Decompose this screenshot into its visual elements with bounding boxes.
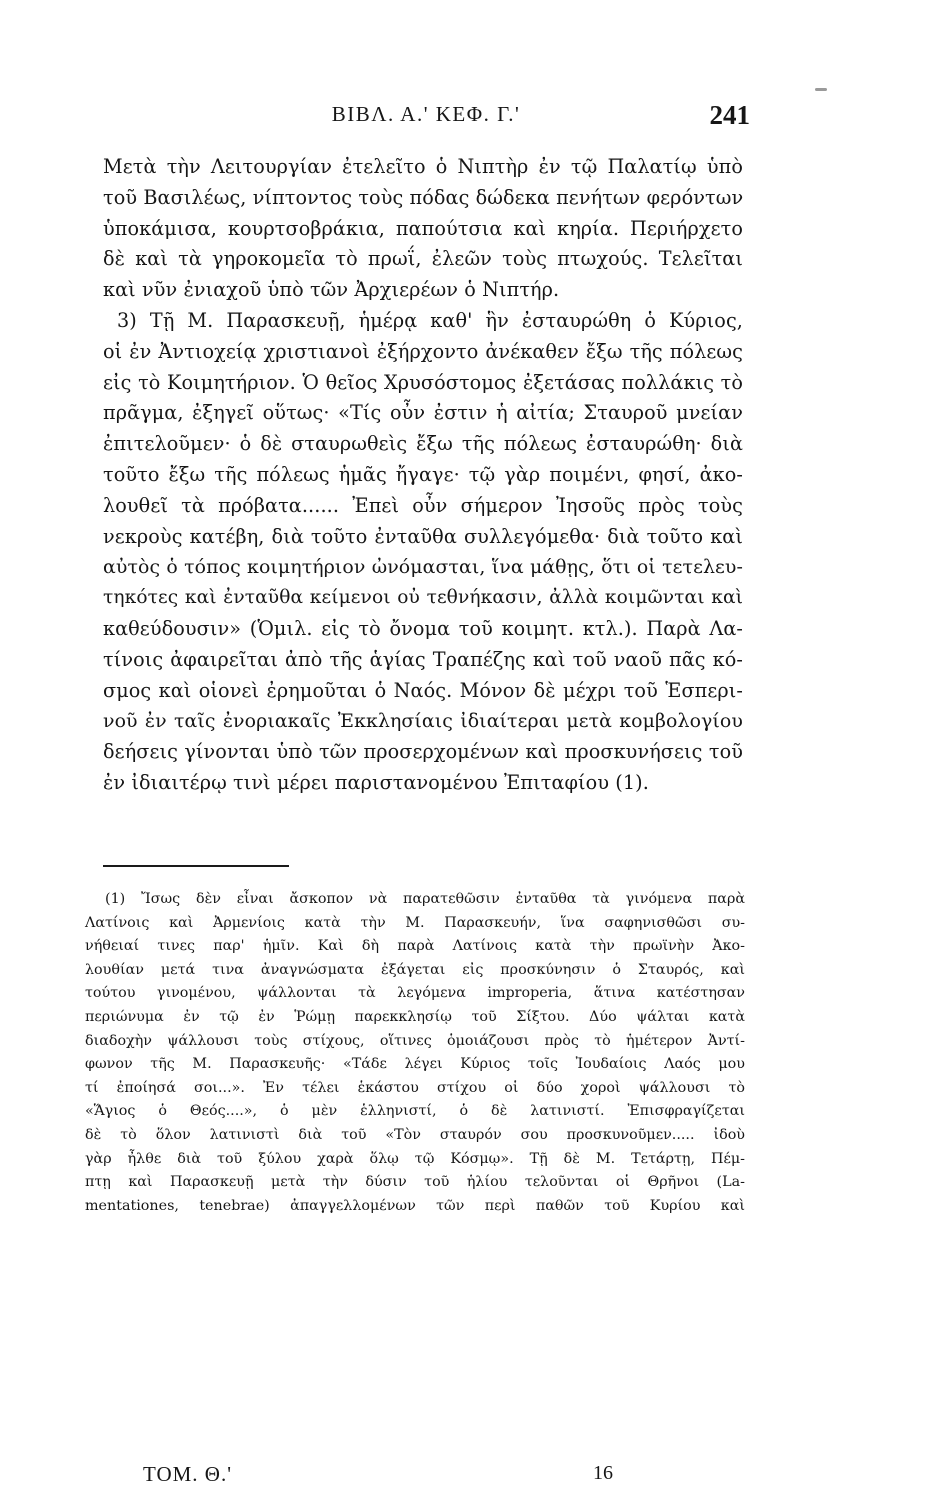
text-line: αὐτὸς ὁ τόπος κοιμητήριον ὠνόμασται, ἵνα μάθῃς, ὅτι οἱ τετελευ- <box>103 556 743 579</box>
text-line: νοῦ ἐν ταῖς ἐνοριακαῖς Ἐκκλησίαις ἰδιαίτεραι μετὰ κομβολογίου <box>103 710 743 733</box>
footnote-line: φωνον τῆς Μ. Παρασκευῆς· «Τάδε λέγει Κύριος τοῖς Ἰουδαίοις Λαός μου <box>85 1056 745 1073</box>
page-number: 241 <box>709 100 750 130</box>
footnote-line: τί ἐποίησά σοι...». Ἐν τέλει ἑκάστου στίχου οἱ δύο χοροὶ ψάλλουσι τὸ <box>85 1079 745 1096</box>
footnote-line: δὲ τὸ ὅλον λατινιστὶ διὰ τοῦ «Τὸν σταυρόν σου προσκυνοῦμεν..... ἰδοὺ <box>85 1126 745 1143</box>
text-line: δὲ καὶ τὰ γηροκομεῖα τὸ πρωΐ, ἐλεῶν τοὺς πτωχούς. Τελεῖται <box>103 247 743 271</box>
footnote-line: Λατίνοις καὶ Ἀρμενίοις κατὰ τὴν Μ. Παρασκευήν, ἵνα σαφηνισθῶσι συ- <box>85 914 745 931</box>
text-line: τηκότες καὶ ἐνταῦθα κείμενοι οὐ τεθνήκασιν, ἀλλὰ κοιμῶνται καὶ <box>103 587 743 609</box>
text-line: σμος καὶ οἱονεὶ ἐρημοῦται ὁ Ναός. Μόνον δὲ μέχρι τοῦ Ἑσπερι- <box>103 678 743 702</box>
text-line: τοῦτο ἔξω τῆς πόλεως ἡμᾶς ἤγαγε· τῷ γὰρ ποιμένι, φησί, ἀκο- <box>103 462 743 486</box>
running-head <box>108 100 750 140</box>
text-line: δεήσεις γίνονται ὑπὸ τῶν προσερχομένων καὶ προσκυνήσεις τοῦ <box>103 740 743 764</box>
footnote-line: διαδοχὴν ψάλλουσι τοὺς στίχους, οἵτινες ὁμοιάζουσι πρὸς τὸ ἡμέτερον Ἀντί- <box>85 1032 745 1049</box>
footnote-rule <box>103 865 289 867</box>
footnote-line: περιώνυμα ἐν τῷ ἐν Ῥώμῃ παρεκκλησίῳ τοῦ Σίξτου. Δύο ψάλται κατὰ <box>85 1008 745 1025</box>
footnote-line: πτῃ καὶ Παρασκευῇ μετὰ τὴν δύσιν τοῦ ἡλίου τελοῦνται οἱ Θρῆνοι (La- <box>85 1174 745 1191</box>
text-line: οἱ ἐν Ἀντιοχείᾳ χριστιανοὶ ἐξήρχοντο ἀνέκαθεν ἔξω τῆς πόλεως <box>103 339 743 363</box>
footnote <box>85 888 745 1218</box>
text-line: ἐν ἰδιαιτέρῳ τινὶ μέρει παριστανομένου Ἐπιταφίου (1). <box>103 770 649 794</box>
text-line: καὶ νῦν ἐνιαχοῦ ὑπὸ τῶν Ἀρχιερέων ὁ Νιπτήρ. <box>103 278 560 302</box>
footnote-line: (1) Ἴσως δὲν εἶναι ἄσκοπον νὰ παρατεθῶσιν ἐνταῦθα τὰ γινόμενα παρὰ <box>105 891 745 907</box>
text-line: ὑποκάμισα, κουρτσοβράκια, παπούτσια καὶ κηρία. Περιήρχετο <box>103 216 743 240</box>
running-title: ΒΙΒΛ. Α.' ΚΕΦ. Γ.' <box>331 102 521 126</box>
footnote-line: mentationes, tenebrae) ἀπαγγελλομένων τῶν περὶ παθῶν τοῦ Κυρίου καὶ <box>85 1197 745 1214</box>
footnote-line: «Ἅγιος ὁ Θεός....», ὁ μὲν ἑλληνιστί, ὁ δὲ λατινιστί. Ἐπισφραγίζεται <box>85 1103 745 1120</box>
text-line: λουθεῖ τὰ πρόβατα...... Ἐπεὶ οὖν σήμερον Ἰησοῦς πρὸς τοὺς <box>103 493 743 517</box>
text-line: τοῦ Βασιλέως, νίπτοντος τοὺς πόδας δώδεκα πενήτων φερόντων <box>103 185 744 209</box>
text-line: εἰς τὸ Κοιμητήριον. Ὁ θεῖος Χρυσόστομος ἐξετάσας πολλάκις τὸ <box>103 370 743 394</box>
text-line: τίνοις ἀφαιρεῖται ἀπὸ τῆς ἁγίας Τραπέζης καὶ τοῦ ναοῦ πᾶς κό- <box>103 647 743 671</box>
text-line: Μετὰ τὴν Λειτουργίαν ἐτελεῖτο ὁ Νιπτὴρ ἐν τῷ Παλατίῳ ὑπὸ <box>103 155 743 178</box>
main-text <box>103 152 743 799</box>
text-line: πρᾶγμα, ἐξηγεῖ οὕτως· «Τίς οὖν ἐστιν ἡ αἰτία; Σταυροῦ μνείαν <box>103 401 743 425</box>
text-line: καθεύδουσιν» (Ὁμιλ. εἰς τὸ ὄνομα τοῦ κοιμητ. κτλ.). Παρὰ Λα- <box>103 616 743 640</box>
text-line: ἐπιτελοῦμεν· ὁ δὲ σταυρωθεὶς ἔξω τῆς πόλεως ἐσταυρώθη· διὰ <box>103 432 743 456</box>
footnote-line: νήθειαί τινες παρ' ἡμῖν. Καὶ δὴ παρὰ Λατίνοις κατὰ τὴν πρωϊνὴν Ἀκο- <box>85 938 745 955</box>
paper-speck <box>815 88 827 91</box>
text-line: 3) Τῇ Μ. Παρασκευῇ, ἡμέρᾳ καθ' ἣν ἐσταυρώθη ὁ Κύριος, <box>117 308 743 332</box>
sheet-number: 16 <box>593 1462 613 1484</box>
text-line: νεκροὺς κατέβη, διὰ τοῦτο ἐνταῦθα συλλεγόμεθα· διὰ τοῦτο καὶ <box>103 524 743 548</box>
footnote-line: τούτου γινομένου, ψάλλονται τὰ λεγόμενα improperia, ἅτινα κατέστησαν <box>85 985 745 1002</box>
footnote-line: λουθίαν μετά τινα ἀναγνώσματα ἐξάγεται εἰς προσκύνησιν ὁ Σταυρός, καὶ <box>85 961 745 978</box>
volume-signature: ΤΟΜ. Θ.' <box>143 1462 232 1486</box>
footnote-line: γὰρ ἦλθε διὰ τοῦ ξύλου χαρὰ ὅλῳ τῷ Κόσμῳ». Τῇ δὲ Μ. Τετάρτῃ, Πέμ- <box>85 1150 745 1167</box>
